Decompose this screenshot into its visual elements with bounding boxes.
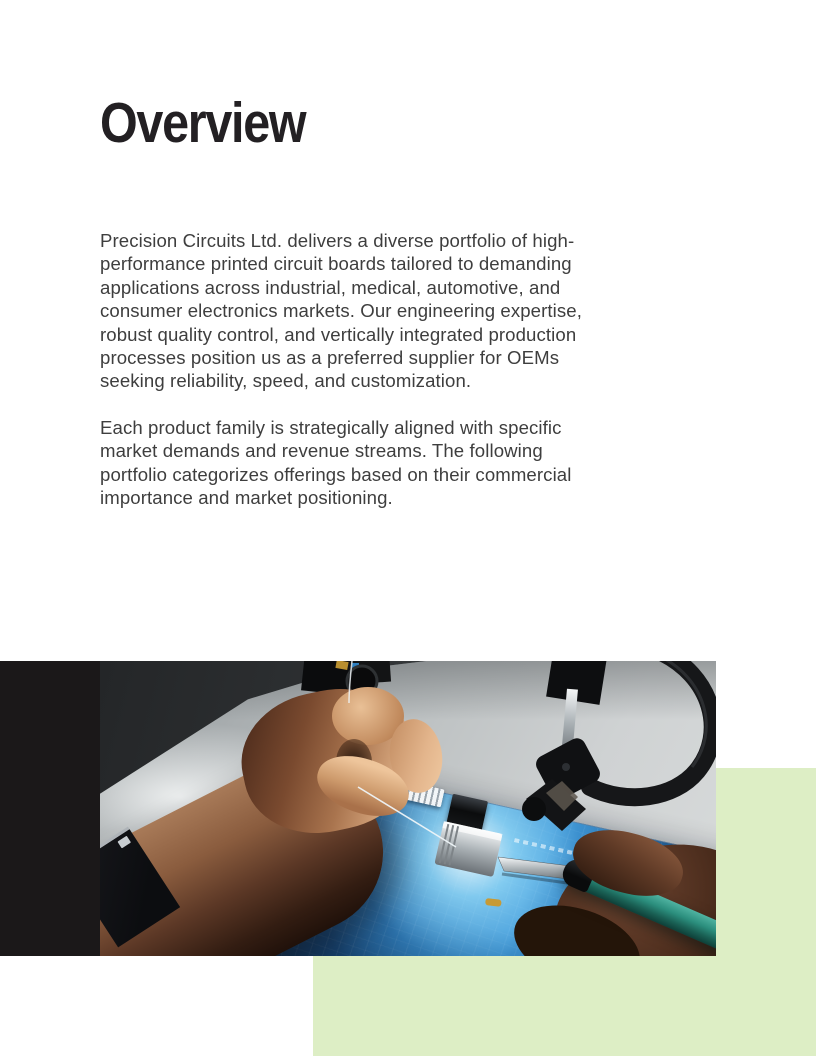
dark-accent-block <box>0 661 100 956</box>
photo-silver-chip <box>434 821 502 877</box>
photo-cable-arc <box>590 661 713 797</box>
overview-text-block <box>100 229 614 509</box>
page-title: Overview <box>100 91 306 155</box>
portfolio-paragraph: Each product family is strategically aligned with specific market demands and revenue streams. The following portfolio categorizes offerings based on their commercial importance and market positioning. <box>100 416 572 509</box>
intro-paragraph: Precision Circuits Ltd. delivers a diverse portfolio of high-performance printed circuit boards tailored to demanding applications across industrial, medical, automotive, and consumer electronics markets. Our engineering expertise, robust quality control, and vertically integrated production processes position us as a preferred supplier for OEMs seeking reliability, speed, and customization. <box>100 230 583 392</box>
photo-microscope-arm <box>522 661 713 831</box>
circuit-board-photo <box>100 661 716 956</box>
